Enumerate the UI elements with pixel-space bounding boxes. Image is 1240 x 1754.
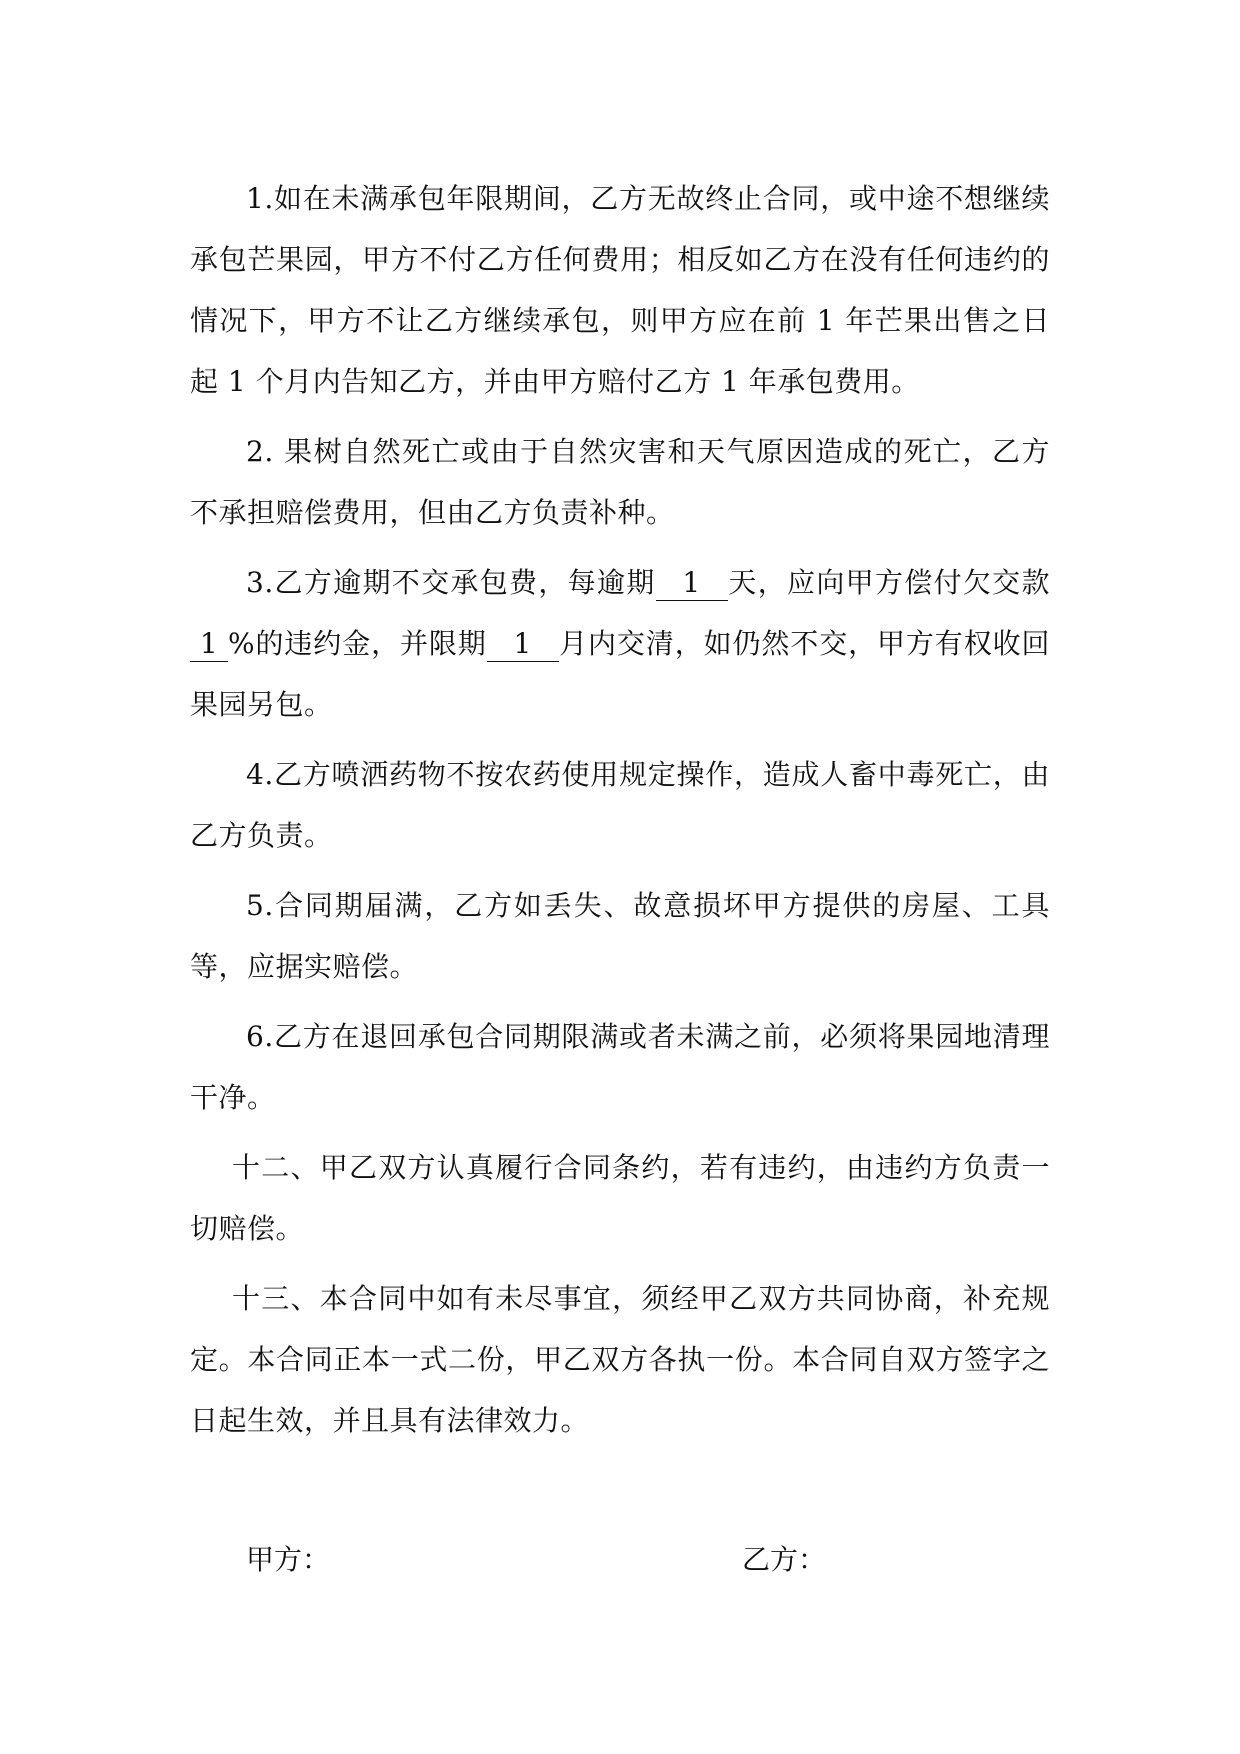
clause-2: 2. 果树自然死亡或由于自然灾害和天气原因造成的死亡，乙方不承担赔偿费用，但由乙方负责补种。 [190, 435, 1050, 529]
clause-3-text-a: 3.乙方逾期不交承包费，每逾期 [246, 566, 656, 599]
clause-5: 5.合同期届满，乙方如丢失、故意损坏甲方提供的房屋、工具等，应据实赔偿。 [190, 889, 1050, 983]
clause-6: 6.乙方在退回承包合同期限满或者未满之前，必须将果园地清理干净。 [190, 1020, 1050, 1114]
contract-body [190, 168, 1050, 1460]
party-a-signature-label: 甲方： [246, 1543, 331, 1576]
clause-3 [190, 552, 1050, 735]
clause-3-text-c: %的违约金，并限期 [228, 627, 487, 660]
clause-1: 1.如在未满承包年限期间，乙方无故终止合同，或中途不想继续承包芒果园，甲方不付乙方任何费用；相反如乙方在没有任何违约的情况下，甲方不让乙方继续承包，则甲方应在前 1 年芒果出售之日起 1 个月内告知乙方，并由甲方赔付乙方 1 年承包费用。 [190, 182, 1050, 398]
party-b-signature-label: 乙方： [742, 1543, 827, 1576]
overdue-days-blank: 1 [656, 566, 728, 601]
article-12: 十二、甲乙双方认真履行合同条约，若有违约，由违约方负责一切赔偿。 [190, 1151, 1050, 1245]
clause-3-text-b: 天，应向甲方偿付欠交款 [727, 566, 1050, 599]
article-13: 十三、本合同中如有未尽事宜，须经甲乙双方共同协商，补充规定。本合同正本一式二份，甲乙双方各执一份。本合同自双方签字之日起生效，并且具有法律效力。 [190, 1282, 1050, 1437]
penalty-rate-blank: 1 [190, 627, 228, 662]
clause-3-text-d: 月内交清，如仍然不交，甲方有权收回果园另包。 [190, 627, 1050, 721]
payment-deadline-blank: 1 [487, 627, 559, 662]
clause-4: 4.乙方喷洒药物不按农药使用规定操作，造成人畜中毒死亡，由乙方负责。 [190, 758, 1050, 852]
